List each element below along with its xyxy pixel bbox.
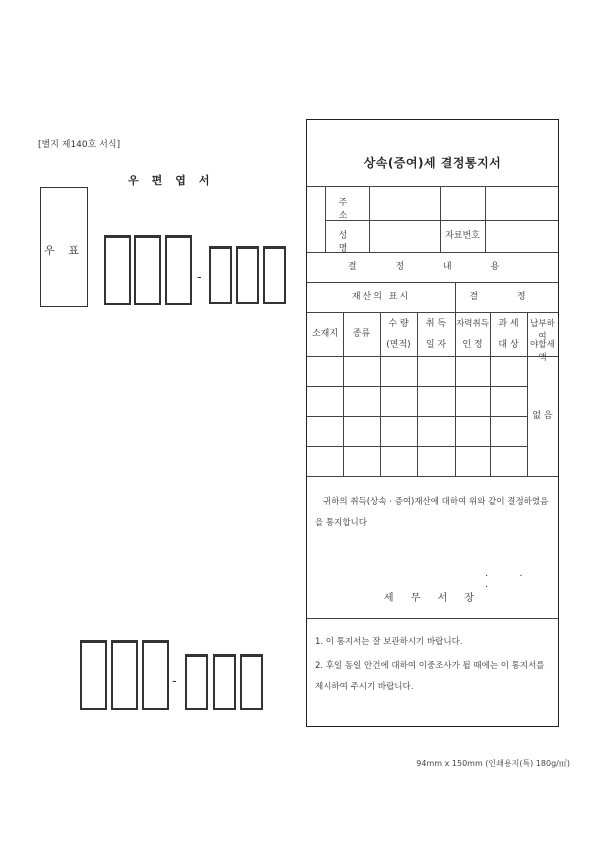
property-display-label: 재산의 표시 — [351, 292, 411, 302]
zip-box-top-1 — [104, 235, 131, 305]
zip-box-bottom-4 — [185, 654, 208, 710]
rule — [369, 186, 370, 252]
postcard-title: 우편엽서 — [128, 174, 223, 187]
column-acquisition-sub: 일 자 — [425, 340, 447, 350]
name-label: 성 명 — [338, 231, 356, 254]
column-self-acquired-sub: 인 정 — [462, 340, 483, 350]
zip-box-top-2 — [134, 235, 161, 305]
column-taxable-sub: 대 상 — [498, 340, 519, 350]
decision-content-label: 결 정 내 용 — [347, 262, 518, 272]
column-self-acquired: 자력취득 — [456, 319, 489, 329]
column-quantity-sub: (면적) — [386, 340, 411, 350]
rule — [307, 356, 558, 357]
paper-specification: 94mm x 150mm (인쇄용지(특) 180g/㎡) — [416, 759, 570, 768]
stamp-label: 우 표 — [44, 244, 84, 257]
rule — [490, 312, 491, 476]
zip-box-top-6 — [263, 246, 286, 304]
tax-amount-value: 없 음 — [532, 411, 553, 421]
rule — [307, 476, 558, 477]
rule — [455, 312, 456, 476]
notice-title: 상속(증여)세 결정통지서 — [363, 156, 502, 170]
rule — [307, 282, 558, 283]
tax-office-chief: 세 무 서 장 — [383, 593, 482, 604]
zip-box-bottom-2 — [111, 640, 138, 710]
stamp-box — [40, 187, 88, 307]
rule — [417, 312, 418, 476]
column-taxable: 과 세 — [498, 319, 519, 329]
rule — [380, 312, 381, 476]
reference-number-label: 자료번호 — [445, 231, 480, 241]
decision-label: 결 정 — [469, 292, 544, 302]
rule — [485, 186, 486, 252]
rule — [307, 312, 558, 313]
date-placeholder: . . . — [485, 568, 537, 590]
notice-body-text: 귀하의 취득(상속 · 증여)재산에 대하여 위와 같이 결정하였음을 통지합니다 — [315, 497, 549, 528]
zip-box-top-3 — [165, 235, 192, 305]
decision-notice-form — [306, 119, 559, 727]
zip-box-bottom-1 — [80, 640, 107, 710]
rule — [307, 186, 558, 187]
rule — [307, 618, 558, 619]
column-tax-payable-sub: 야할세액 — [530, 340, 555, 363]
zip-separator-bottom: - — [172, 674, 177, 689]
note-1: 1. 이 통지서는 잘 보관하시기 바랍니다. — [315, 637, 463, 647]
zip-box-bottom-3 — [142, 640, 169, 710]
zip-box-top-5 — [236, 246, 259, 304]
note-2: 2. 후일 동일 안건에 대하여 이중조사가 될 때에는 이 통지서를 제시하여 주시기 바랍니다. — [315, 661, 545, 692]
column-type: 종류 — [352, 329, 371, 339]
zip-box-top-4 — [209, 246, 232, 304]
column-tax-payable: 납부하여 — [530, 319, 555, 342]
zip-separator-top: - — [197, 270, 202, 285]
column-quantity: 수 량 — [388, 319, 409, 329]
zip-box-bottom-6 — [240, 654, 263, 710]
form-number-label: [별지 제140호 서식] — [38, 140, 121, 150]
column-location: 소재지 — [311, 329, 339, 339]
column-acquisition: 취 득 — [425, 319, 447, 329]
address-label: 주 소 — [338, 198, 356, 221]
zip-box-bottom-5 — [213, 654, 236, 710]
